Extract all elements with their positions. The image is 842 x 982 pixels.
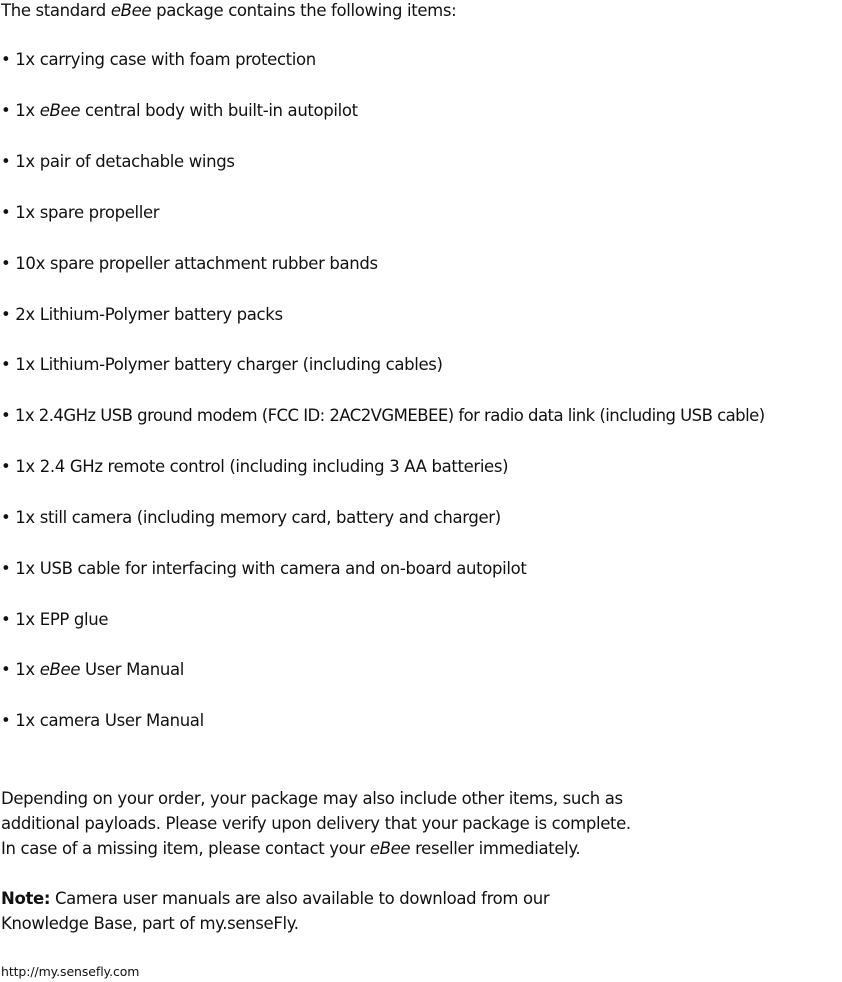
- bullet: •: [1, 50, 11, 69]
- item-text-after: User Manual: [80, 660, 184, 679]
- item-text: 1x: [10, 660, 40, 679]
- item-text: 1x USB cable for interfacing with camera and on-board autopilot: [10, 559, 527, 578]
- item-text: 1x EPP glue: [10, 610, 109, 629]
- note-line-1: [1, 888, 549, 910]
- item-text: 1x 2.4GHz USB ground modem (FCC ID: 2AC2VGMEBEE) for radio data link (including USB cable): [10, 406, 765, 425]
- list-item: [1, 49, 316, 71]
- intro-text-after: package contains the following items:: [151, 1, 457, 20]
- item-text: 1x: [10, 101, 40, 120]
- item-text: 1x camera User Manual: [10, 711, 204, 730]
- bullet: •: [1, 660, 11, 679]
- bullet: •: [1, 457, 11, 476]
- bullet: •: [1, 152, 11, 171]
- paragraph-line-2: additional payloads. Please verify upon delivery that your package is complete.: [1, 814, 631, 833]
- item-text: 1x Lithium-Polymer battery charger (including cables): [10, 355, 443, 374]
- list-item: [1, 558, 526, 580]
- item-brand-name: eBee: [39, 101, 81, 120]
- intro-brand-name: eBee: [110, 1, 152, 20]
- item-text: 1x pair of detachable wings: [10, 152, 235, 171]
- bullet: •: [1, 406, 11, 425]
- bullet: •: [1, 254, 11, 273]
- item-text: 1x spare propeller: [10, 203, 160, 222]
- paragraph-text-after: reseller immediately.: [410, 839, 581, 858]
- item-text: 1x still camera (including memory card, battery and charger): [10, 508, 501, 527]
- item-text: 1x carrying case with foam protection: [10, 50, 316, 69]
- paragraph-brand-name: eBee: [369, 839, 411, 858]
- list-item: [1, 100, 358, 122]
- item-text: 1x 2.4 GHz remote control (including including 3 AA batteries): [10, 457, 509, 476]
- bullet: •: [1, 305, 11, 324]
- bullet: •: [1, 711, 11, 730]
- paragraph-line-3: [1, 838, 580, 860]
- list-item: [1, 202, 159, 224]
- note-text: Camera user manuals are also available to download from our: [50, 889, 550, 908]
- intro-text-before: The standard: [1, 1, 111, 20]
- list-item: [1, 151, 235, 173]
- list-item: [1, 405, 765, 427]
- list-item: [1, 354, 443, 376]
- paragraph-line-1: Depending on your order, your package may also include other items, such as: [1, 789, 623, 808]
- list-item: [1, 304, 283, 326]
- list-item: [1, 659, 184, 681]
- note-label: Note:: [1, 889, 51, 908]
- list-item: [1, 253, 378, 275]
- list-item: [1, 456, 508, 478]
- item-text: 10x spare propeller attachment rubber bands: [10, 254, 378, 273]
- bullet: •: [1, 203, 11, 222]
- bullet: •: [1, 101, 11, 120]
- bullet: •: [1, 355, 11, 374]
- paragraph-text-before: In case of a missing item, please contact your: [1, 839, 370, 858]
- bullet: •: [1, 559, 11, 578]
- bullet: •: [1, 610, 11, 629]
- item-text-after: central body with built-in autopilot: [80, 101, 358, 120]
- list-item: [1, 710, 204, 732]
- item-text: 2x Lithium-Polymer battery packs: [10, 305, 283, 324]
- bullet: •: [1, 508, 11, 527]
- list-item: [1, 507, 501, 529]
- note-line-2: Knowledge Base, part of my.senseFly.: [1, 914, 299, 933]
- list-item: [1, 609, 108, 631]
- footer-url: http://my.sensefly.com: [1, 964, 140, 979]
- item-brand-name: eBee: [39, 660, 81, 679]
